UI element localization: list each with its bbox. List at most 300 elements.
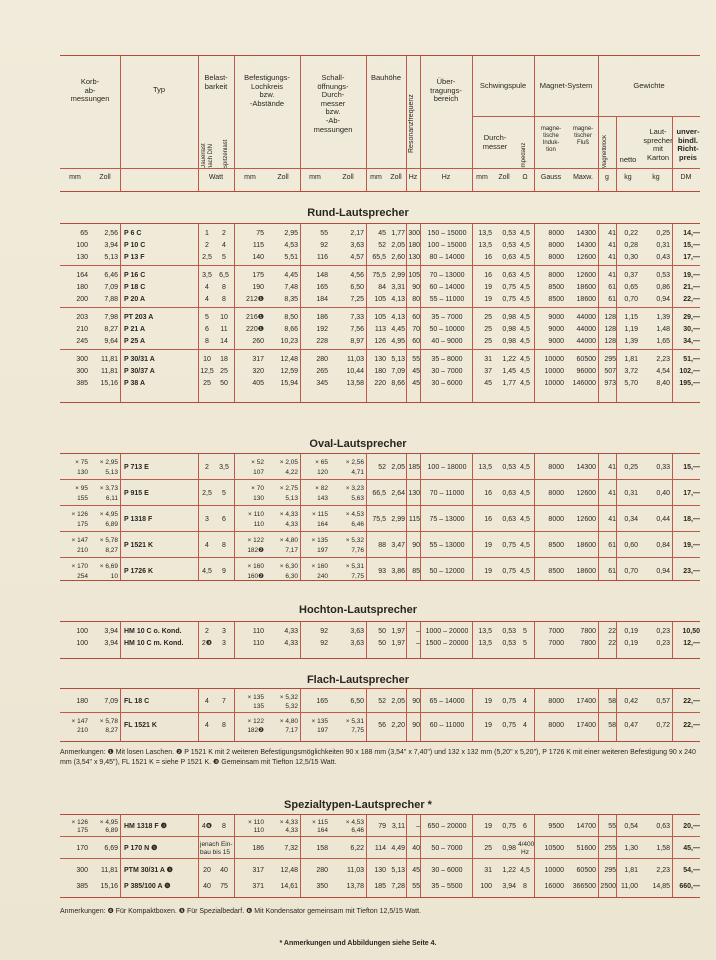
table-cell: 4,5	[520, 314, 530, 321]
table-cell: 84	[378, 284, 386, 291]
table-cell: 317	[252, 867, 264, 874]
table-cell: 70 – 13000	[429, 272, 465, 279]
table-cell: 8,40	[656, 380, 670, 387]
table-cell: 50 – 12000	[429, 568, 465, 575]
table-cell: 280	[316, 867, 328, 874]
table-cell: 4,5	[520, 368, 530, 375]
table-cell: 4,95	[391, 338, 405, 345]
table-cell: 17,—	[683, 490, 700, 497]
table-cell: 0,54	[624, 823, 638, 830]
table-cell: 14700	[576, 823, 596, 830]
table-cell: 5,13	[391, 356, 405, 363]
header-schall: Schall- öffnungs- Durch- messer bzw. -Ab- messungen	[313, 73, 353, 134]
table-cell: 0,57	[656, 698, 670, 705]
table-cell: 8,35	[284, 296, 298, 303]
table-cell: 7,98	[104, 314, 118, 321]
table-row	[60, 819, 700, 835]
table-cell: 19,—	[683, 542, 700, 549]
table-flach	[60, 688, 700, 742]
table-cell: 4,5	[520, 242, 530, 249]
unit-label: Zoll	[277, 174, 289, 181]
table-cell: 2	[205, 242, 209, 249]
table-cell: 31	[484, 356, 492, 363]
table-cell: 3,31	[391, 284, 405, 291]
table-row	[60, 536, 700, 556]
table-cell: × 4,95 6,89	[99, 819, 118, 834]
table-cell: 4,13	[391, 314, 405, 321]
table-cell: 5,13	[104, 254, 118, 261]
unit-label: Zoll	[498, 174, 510, 181]
table-cell: 8000	[548, 464, 564, 471]
table-cell: 10,50	[682, 628, 700, 635]
table-cell: P 30/37 A	[124, 368, 155, 375]
table-cell: 4,5	[520, 568, 530, 575]
table-cell: × 82 143	[315, 485, 328, 502]
table-cell: 100	[76, 640, 88, 647]
table-cell: 228	[316, 338, 328, 345]
table-cell: 1000 – 20000	[425, 628, 469, 635]
table-cell: 4,5	[202, 568, 212, 575]
table-cell: 8	[523, 883, 527, 890]
table-cell: P 6 C	[124, 230, 142, 237]
table-cell: 1,45	[502, 368, 516, 375]
table-cell: 61	[608, 296, 616, 303]
table-cell: 9,64	[104, 338, 118, 345]
table-cell: 0,53	[656, 272, 670, 279]
table-cell: 13,5	[478, 242, 492, 249]
table-cell: 4,33	[284, 640, 298, 647]
table-cell: 92	[320, 628, 328, 635]
table-cell: 11,00	[621, 883, 638, 890]
table-cell: 35 – 5500	[431, 883, 463, 890]
table-cell: 51600	[576, 845, 596, 852]
table-cell: 100	[76, 242, 88, 249]
table-cell: 8	[222, 823, 226, 830]
header-uebertr: Über- tragungs- bereich	[430, 77, 462, 104]
table-cell: 4,5	[520, 230, 530, 237]
unit-label: Zoll	[390, 174, 402, 181]
table-cell: 79	[378, 823, 386, 830]
table-cell: 126	[374, 338, 386, 345]
table-cell: 45	[484, 380, 492, 387]
table-cell: 13,5	[478, 464, 492, 471]
table-cell: 10000	[544, 368, 564, 375]
table-cell: 2,5	[202, 254, 212, 261]
unit-label: Ω	[522, 174, 528, 181]
table-cell: 0,31	[624, 490, 638, 497]
table-cell: 200	[76, 296, 88, 303]
table-cell: –	[416, 823, 420, 830]
unit-label: mm	[370, 174, 382, 181]
table-cell: 80	[412, 296, 420, 303]
table-cell: 18600	[576, 542, 596, 549]
header-impedanz: Impedanz	[521, 142, 527, 169]
table-row	[60, 312, 700, 324]
table-cell: 40	[220, 867, 228, 874]
table-cell: 13,58	[346, 380, 364, 387]
table-cell: 19,—	[683, 272, 700, 279]
table-cell: 4	[205, 296, 209, 303]
table-cell: 12600	[576, 272, 596, 279]
table-cell: 44000	[576, 338, 596, 345]
table-cell: 41	[608, 230, 616, 237]
table-cell: 0,65	[624, 284, 638, 291]
table-cell: P 20 A	[124, 296, 146, 303]
table-cell: 175	[252, 272, 264, 279]
table-cell: 4,54	[656, 368, 670, 375]
table-cell: × 2,05 4,22	[279, 459, 298, 476]
table-cell: 165	[316, 698, 328, 705]
header-induktion: magne- tische Induk- tion	[540, 126, 562, 153]
table-cell: 0,86	[656, 284, 670, 291]
note-1: Anmerkungen: ❶ Mit losen Laschen. ❷ P 1521 K mit 2 weiteren Befestigungsmöglichkeiten 90 x 188 mm (3,54" x 7,40") und 132 x 132 mm (5,20" x 5,20"), P 1726 K mit einer weiteren Befestigung 90 x 240 mm (3,54" x 9,45"), FL 1521 K = siehe P 1521 K. ❸ Gemeinsam mit Tiefton 12,5/15 Watt.	[60, 749, 696, 766]
table-cell: 210	[76, 326, 88, 333]
header-resonanz: Resonanzfrequenz	[408, 94, 415, 153]
table-row	[60, 228, 700, 240]
table-cell: 2,05	[391, 464, 405, 471]
table-cell: 1,39	[656, 314, 670, 321]
table-cell: 507	[604, 368, 616, 375]
table-cell: 25	[484, 326, 492, 333]
note-2: Anmerkungen: ❹ Für Kompaktboxen. ❺ Für Spezialbedarf. ❻ Mit Kondensator gemeinsam mit Tiefton 12,5/15 Watt.	[60, 908, 421, 915]
table-cell: 1,30	[624, 845, 638, 852]
table-cell: 4,5	[520, 254, 530, 261]
table-cell: P 13 F	[124, 254, 145, 261]
table-cell: 164	[76, 272, 88, 279]
table-cell: 6	[205, 326, 209, 333]
table-cell: 75	[220, 883, 228, 890]
table-cell: 4	[523, 722, 527, 729]
section-title-rund: Rund-Lautsprecher	[307, 207, 409, 219]
table-cell: 12,—	[683, 640, 700, 647]
table-cell: 8500	[548, 542, 564, 549]
table-cell: × 5,32 5,32	[279, 694, 298, 710]
section-title-flach: Flach-Lautsprecher	[306, 674, 410, 686]
table-cell: PTM 30/31 A ❺	[124, 867, 173, 874]
table-cell: 114	[374, 845, 386, 852]
unit-label: kg	[624, 174, 632, 181]
table-cell: 7	[222, 698, 226, 705]
table-cell: 90	[412, 542, 420, 549]
table-cell: 80 – 14000	[429, 254, 465, 261]
table-cell: 30 – 6000	[431, 867, 463, 874]
unit-label: mm	[244, 174, 256, 181]
table-cell: P 10 C	[124, 242, 146, 249]
table-cell: 0,70	[624, 296, 638, 303]
table-cell: 1500 – 20000	[425, 640, 469, 647]
table-cell: 14,61	[280, 883, 298, 890]
table-cell: 50 – 7000	[431, 845, 463, 852]
table-cell: 65 – 14000	[429, 698, 465, 705]
table-cell: 10000	[544, 867, 564, 874]
table-cell: 1,97	[391, 628, 405, 635]
table-cell: 25	[220, 368, 228, 375]
footer-note: * Anmerkungen und Abbildungen siehe Seite 4.	[279, 940, 437, 947]
table-cell: 660,—	[679, 883, 700, 890]
table-cell: 1,81	[624, 867, 638, 874]
table-row	[60, 863, 700, 879]
table-cell: 650 – 20000	[427, 823, 467, 830]
table-cell: 19	[484, 722, 492, 729]
table-cell: 3,11	[391, 823, 405, 830]
unit-label: mm	[69, 174, 81, 181]
table-cell: 0,37	[624, 272, 638, 279]
table-cell: 1,48	[656, 326, 670, 333]
table-cell: 8	[222, 722, 226, 729]
table-cell: 4,45	[284, 272, 298, 279]
table-cell: 300	[76, 356, 88, 363]
table-cell: 320	[252, 368, 264, 375]
table-cell: 180	[374, 368, 386, 375]
table-cell: 9	[222, 568, 226, 575]
table-cell: 3,63	[350, 628, 364, 635]
table-row	[60, 510, 700, 530]
table-cell: 60 – 14000	[429, 284, 465, 291]
table-cell: 40 – 9000	[431, 338, 463, 345]
table-cell: 20,—	[683, 823, 700, 830]
table-cell: × 5,31 7,75	[345, 718, 364, 734]
table-cell: 4,5	[520, 542, 530, 549]
table-cell: 0,53	[502, 242, 516, 249]
table-cell: × 52 107	[251, 459, 264, 476]
table-cell: 116	[316, 254, 328, 261]
table-cell: 0,23	[656, 628, 670, 635]
table-cell: 5	[222, 490, 226, 497]
table-cell: 0,22	[624, 230, 638, 237]
table-cell: 14	[220, 338, 228, 345]
header-belast: Belast- barkeit	[204, 73, 228, 91]
table-cell: 8,66	[391, 380, 405, 387]
table-cell: 4,13	[391, 296, 405, 303]
table-row	[60, 879, 700, 895]
table-cell: 0,31	[656, 242, 670, 249]
table-cell: 96000	[576, 368, 596, 375]
table-cell: 3	[222, 628, 226, 635]
table-rund	[60, 223, 700, 403]
table-cell: 19	[484, 542, 492, 549]
table-cell: 6,50	[350, 698, 364, 705]
table-cell: 2,60	[391, 254, 405, 261]
table-cell: × 147 210	[71, 537, 88, 554]
table-cell: 45,—	[683, 845, 700, 852]
table-cell: 40	[203, 883, 211, 890]
table-cell: × 75 130	[75, 459, 88, 476]
table-cell: × 110 110	[248, 819, 264, 834]
table-cell: 113	[374, 326, 386, 333]
table-cell: 75 – 13000	[429, 516, 465, 523]
table-cell: P 25 A	[124, 338, 146, 345]
table-cell: 12600	[576, 254, 596, 261]
table-cell: P 915 E	[124, 490, 149, 497]
unit-label: kg	[652, 174, 660, 181]
table-cell: × 126 175	[71, 511, 88, 528]
table-cell: 255	[604, 845, 616, 852]
table-cell: 15,—	[683, 242, 700, 249]
table-cell: 0,43	[656, 254, 670, 261]
table-cell: 45	[412, 380, 420, 387]
table-cell: 102,—	[679, 368, 700, 375]
table-cell: 7,32	[284, 845, 298, 852]
table-cell: 88	[378, 542, 386, 549]
table-cell: 12,5	[200, 368, 214, 375]
table-row	[60, 240, 700, 252]
table-cell: × 2,75 5,13	[279, 485, 298, 502]
table-row	[60, 693, 700, 711]
table-cell: 7,88	[104, 296, 118, 303]
table-cell: 1,22	[502, 867, 516, 874]
table-cell: 65	[80, 230, 88, 237]
table-cell: 4,45	[391, 326, 405, 333]
table-cell: 13,5	[478, 640, 492, 647]
table-cell: × 160 160❷	[247, 563, 264, 580]
table-cell: P 21 A	[124, 326, 146, 333]
table-cell: 22,—	[683, 296, 700, 303]
table-cell: 0,70	[624, 568, 638, 575]
table-cell: 203	[76, 314, 88, 321]
table-cell: 54,—	[683, 867, 700, 874]
table-cell: 1,39	[624, 338, 638, 345]
table-cell: 18600	[576, 296, 596, 303]
table-cell: 8	[205, 338, 209, 345]
table-cell: 1,15	[624, 314, 638, 321]
table-cell: 150 – 15000	[427, 230, 467, 237]
table-cell: × 2,95 5,13	[99, 459, 118, 476]
table-cell: × 115 164	[312, 819, 328, 834]
table-cell: 17400	[576, 722, 596, 729]
table-cell: 15,16	[100, 380, 118, 387]
table-spezial	[60, 814, 700, 898]
table-cell: 0,63	[502, 254, 516, 261]
table-cell: 29,—	[683, 314, 700, 321]
table-cell: 8000	[548, 272, 564, 279]
header-fluss: magne- tischer Fluß	[572, 126, 594, 146]
table-cell: 8000	[548, 490, 564, 497]
header-preis: unver- bindl. Richt- preis	[676, 127, 700, 162]
table-cell: 115	[408, 516, 420, 523]
table-cell: 130	[408, 254, 420, 261]
header-dauer: Dauerlast nach DIN	[201, 143, 214, 169]
table-cell: 8	[222, 542, 226, 549]
table-cell: 9000	[548, 338, 564, 345]
table-cell: 8500	[548, 568, 564, 575]
table-cell: 4,49	[391, 845, 405, 852]
table-cell: 165	[316, 284, 328, 291]
table-cell: 41	[608, 516, 616, 523]
table-cell: 3	[222, 640, 226, 647]
table-cell: 0,94	[656, 568, 670, 575]
table-cell: × 4,95 6,89	[99, 511, 118, 528]
table-cell: 190	[252, 284, 264, 291]
table-cell: 12,48	[280, 356, 298, 363]
table-cell: 6,46	[104, 272, 118, 279]
table-cell: 2	[222, 230, 226, 237]
table-cell: 2,23	[656, 867, 670, 874]
table-cell: 2,05	[391, 698, 405, 705]
table-cell: 4❻	[201, 823, 213, 830]
section-title-spezial: Spezialtypen-Lautsprecher *	[284, 799, 432, 811]
table-cell: 45	[412, 867, 420, 874]
table-cell: 212❶	[246, 296, 264, 303]
table-cell: 0,44	[656, 516, 670, 523]
table-cell: 90	[412, 698, 420, 705]
table-cell: 60	[412, 314, 420, 321]
table-cell: × 2,56 4,71	[345, 459, 364, 476]
table-cell: 30 – 7000	[431, 368, 463, 375]
table-cell: 2,99	[391, 516, 405, 523]
table-cell: 41	[608, 272, 616, 279]
table-cell: 12600	[576, 516, 596, 523]
table-cell: 195,—	[679, 380, 700, 387]
table-cell: × 135 135	[247, 694, 264, 710]
table-cell: 10000	[544, 380, 564, 387]
table-cell: 44000	[576, 314, 596, 321]
table-cell: 5,70	[624, 380, 638, 387]
table-cell: 146000	[572, 380, 596, 387]
table-oval	[60, 453, 700, 581]
table-cell: 70 – 11000	[429, 490, 465, 497]
table-cell: 8000	[548, 516, 564, 523]
table-cell: jenach Ein- bau bis 15	[200, 841, 233, 856]
table-row	[60, 324, 700, 336]
table-cell: 5	[205, 314, 209, 321]
table-cell: 16	[484, 516, 492, 523]
table-cell: 5	[523, 640, 527, 647]
table-cell: 19	[484, 284, 492, 291]
table-cell: 6,50	[350, 284, 364, 291]
table-cell: 31	[484, 867, 492, 874]
table-cell: 60 – 11000	[429, 722, 465, 729]
unit-label: Hz	[408, 174, 418, 181]
table-cell: 6,22	[350, 845, 364, 852]
table-cell: HM 1318 F ❹	[124, 823, 167, 830]
table-cell: 3	[205, 516, 209, 523]
table-cell: 4	[205, 284, 209, 291]
table-cell: 25	[484, 845, 492, 852]
table-cell: × 147 210	[71, 718, 88, 734]
table-cell: 15,16	[100, 883, 118, 890]
table-cell: FL 1521 K	[124, 722, 157, 729]
table-cell: 0,25	[656, 230, 670, 237]
table-cell: × 4,33 4,33	[279, 511, 298, 528]
table-cell: 41	[608, 254, 616, 261]
table-row	[60, 336, 700, 348]
table-cell: 180	[408, 242, 420, 249]
table-cell: 1,77	[502, 380, 516, 387]
table-cell: 14300	[576, 242, 596, 249]
table-cell: 128	[604, 314, 616, 321]
table-row	[60, 252, 700, 264]
table-cell: 1,81	[624, 356, 638, 363]
table-cell: 3,5	[219, 464, 229, 471]
table-cell: 317	[252, 356, 264, 363]
table-cell: 37	[484, 368, 492, 375]
table-cell: 7,56	[350, 326, 364, 333]
table-cell: 8000	[548, 230, 564, 237]
table-cell: 21,—	[683, 284, 700, 291]
table-cell: 100 – 15000	[427, 242, 467, 249]
header-typ: Typ	[152, 85, 166, 94]
table-cell: P 38 A	[124, 380, 146, 387]
table-cell: 128	[604, 338, 616, 345]
table-cell: 0,98	[502, 338, 516, 345]
table-cell: 8,50	[284, 314, 298, 321]
header-gewichte: Gewichte	[633, 81, 665, 90]
table-cell: 0,53	[502, 464, 516, 471]
table-cell: × 5,78 8,27	[99, 537, 118, 554]
table-cell: 0,40	[656, 490, 670, 497]
table-cell: P 1521 K	[124, 542, 154, 549]
table-cell: 92	[320, 640, 328, 647]
